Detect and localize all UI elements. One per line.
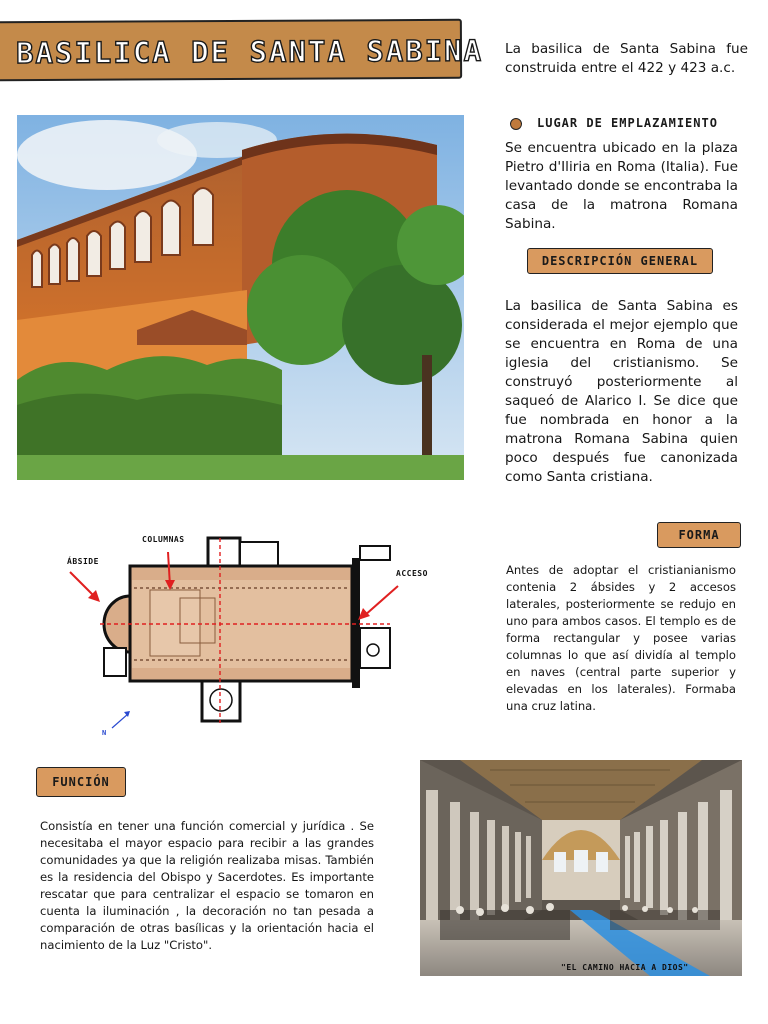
intro-text: La basilica de Santa Sabina fue construida entre el 422 y 423 a.c. xyxy=(505,41,748,76)
title-banner xyxy=(0,19,484,81)
forma-heading: FORMA xyxy=(657,522,741,548)
lugar-text: Se encuentra ubicado en la plaza Pietro d'Iliria en Roma (Italia). Fue levantado donde se encontraba la casa de la matrona Romana Sabina. xyxy=(505,140,738,232)
basilica-exterior-photo xyxy=(17,115,464,480)
funcion-heading: FUNCIÓN xyxy=(36,767,126,797)
bullet-dot-icon xyxy=(510,118,522,130)
funcion-text: Consistía en tener una función comercial y jurídica . Se necesitaba el mayor espacio para recibir a las grandes comunidades ya que la religión realizaba misas. También es la residencia del Obispo y Sacerdotes. Es importante rescatar que para centralizar el espacio se tomaron en cuenta la iluminación , la decoración no tan pesada a comparación de otras basílicas y la orientación hacia el nacimiento de la Luz "Cristo". xyxy=(40,819,374,952)
north-label: N xyxy=(102,729,107,737)
basilica-interior-photo xyxy=(420,760,742,976)
floor-plan-diagram xyxy=(60,528,428,743)
descripcion-heading: DESCRIPCIÓN GENERAL xyxy=(527,248,713,274)
interior-photo-caption: "EL CAMINO HACIA A DIOS" xyxy=(561,963,689,972)
lugar-heading: LUGAR DE EMPLAZAMIENTO xyxy=(537,116,718,130)
plan-label-columnas: COLUMNAS xyxy=(142,535,185,544)
plan-label-abside: ÁBSIDE xyxy=(67,557,99,566)
forma-text: Antes de adoptar el cristianianismo contenia 2 ábsides y 2 accesos laterales, posteriormente se redujo en uno para ambos casos. El templo es de forma rectangular y posee varias columnas lo que así dividía al templo en naves (central parte superior y elevadas en los laterales). Formaba una cruz latina. xyxy=(506,563,736,713)
descripcion-text: La basilica de Santa Sabina es considerada el mejor ejemplo que se encuentra en Roma de una iglesia del cristianismo. Se construyó posteriormente al saqueó de Alarico I. Se dice que fue nombrada en honor a la matrona Romana Sabina quien poco después fue canonizada como Santa cristiana. xyxy=(505,298,738,485)
plan-label-acceso: ACCESO xyxy=(396,569,428,578)
page-title: BASILICA DE SANTA SABINA xyxy=(15,33,484,71)
